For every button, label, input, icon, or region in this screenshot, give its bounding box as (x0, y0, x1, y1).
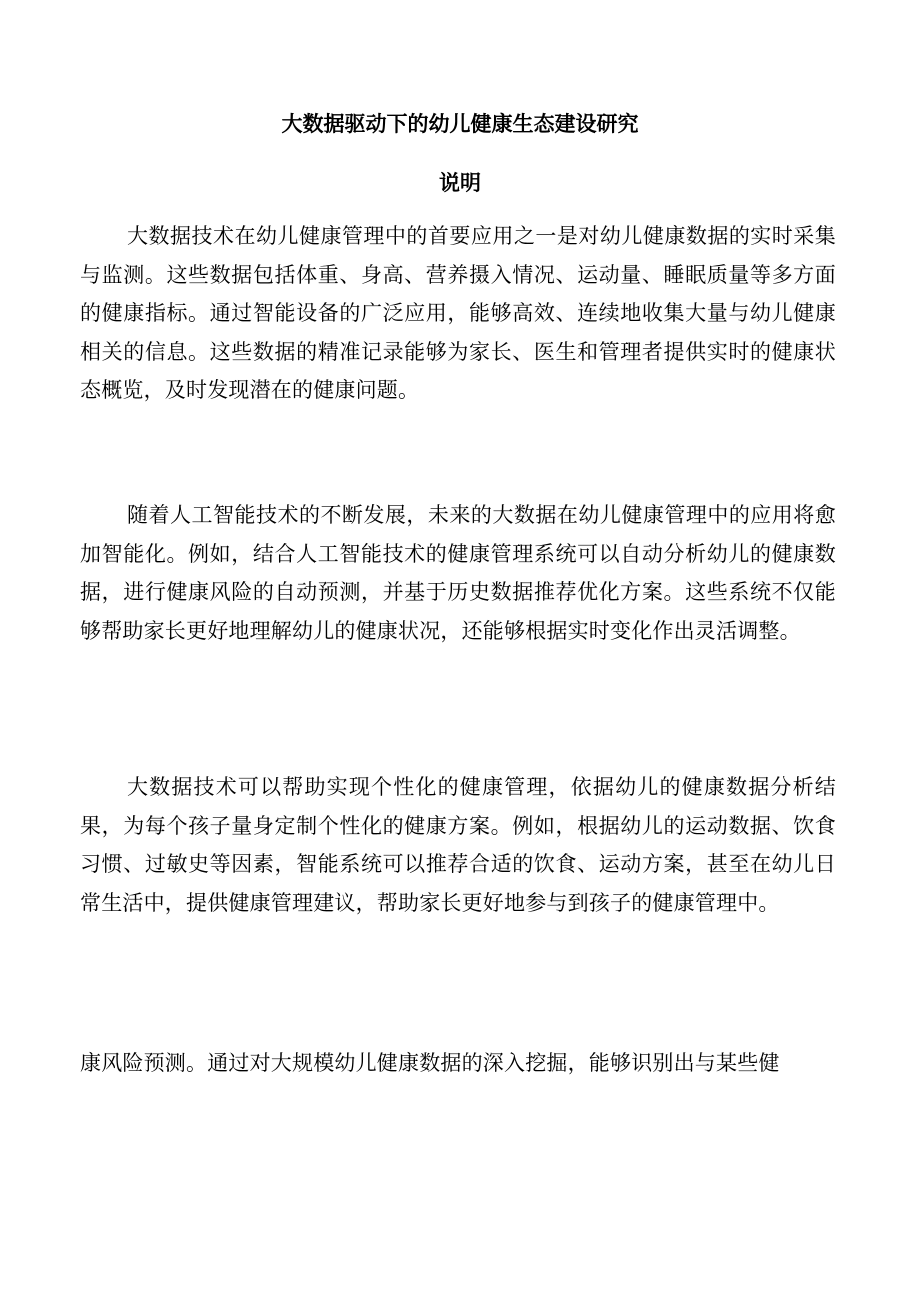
paragraph: 大数据技术可以帮助实现个性化的健康管理，依据幼儿的健康数据分析结果，为每个孩子量身定制个性化的健康方案。例如，根据幼儿的运动数据、饮食习惯、过敏史等因素，智能系统可以推荐合适的饮食、运动方案，甚至在幼儿日常生活中，提供健康管理建议，帮助家长更好地参与到孩子的健康管理中。 (80, 775, 836, 915)
document-title: 大数据驱动下的幼儿健康生态建设研究 (281, 112, 639, 136)
paragraph: 大数据技术在幼儿健康管理中的首要应用之一是对幼儿健康数据的实时采集与监测。这些数据包括体重、身高、营养摄入情况、运动量、睡眠质量等多方面的健康指标。通过智能设备的广泛应用，能够高效、连续地收集大量与幼儿健康相关的信息。这些数据的精准记录能够为家长、医生和管理者提供实时的健康状态概览，及时发现潜在的健康问题。 (80, 224, 836, 403)
paragraph-continuation: 康风险预测。通过对大规模幼儿健康数据的深入挖掘，能够识别出与某些健 (80, 1051, 780, 1075)
paragraph: 随着人工智能技术的不断发展，未来的大数据在幼儿健康管理中的应用将愈加智能化。例如，结合人工智能技术的健康管理系统可以自动分析幼儿的健康数据，进行健康风险的自动预测，并基于历史数据推荐优化方案。这些系统不仅能够帮助家长更好地理解幼儿的健康状况，还能够根据实时变化作出灵活调整。 (80, 503, 836, 643)
section-heading: 说明 (439, 171, 481, 195)
